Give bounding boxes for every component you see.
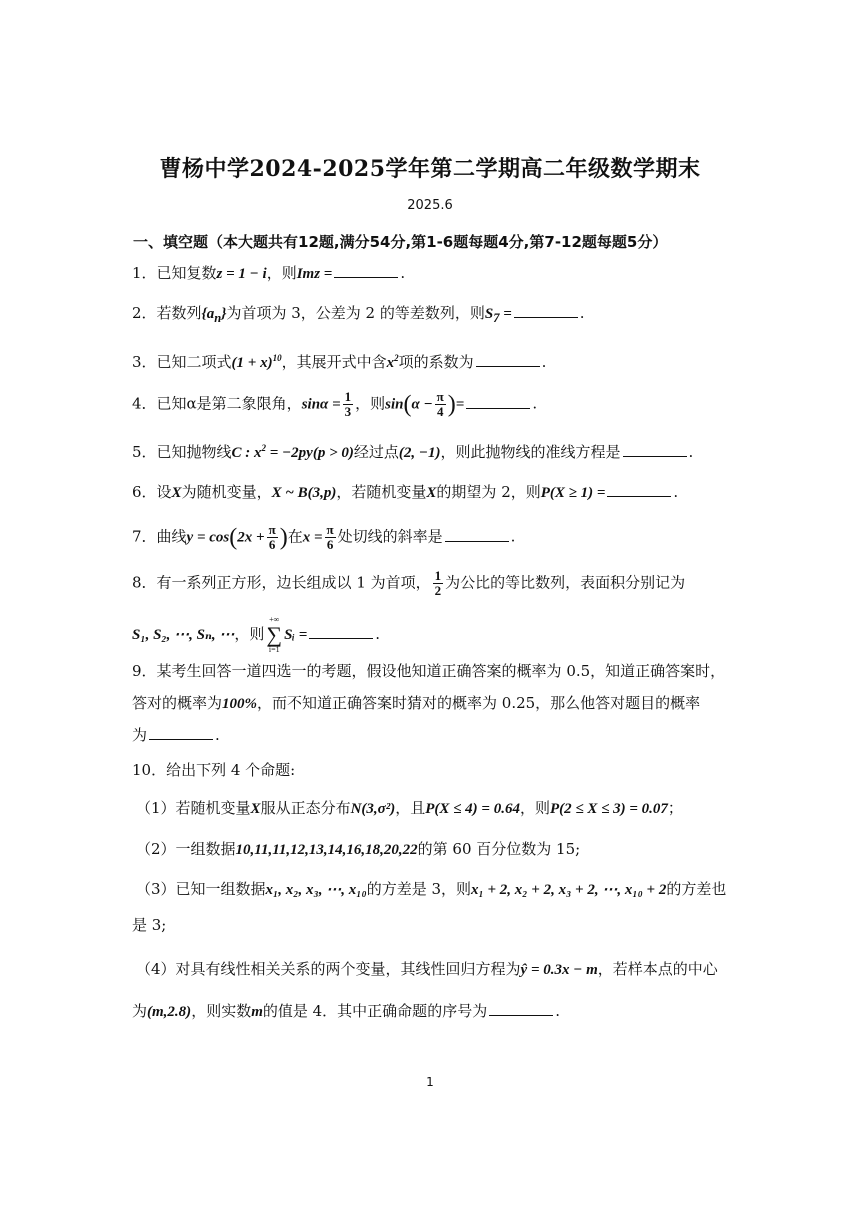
q10-formula: N(3,σ²) — [350, 801, 396, 817]
q10-text: （3）已知一组数据 — [136, 880, 266, 898]
q7-formula: 2x + — [237, 529, 265, 546]
q8-formula: S₁, S₂, ⋯, Sₙ, ⋯ — [132, 627, 235, 643]
q5-text: 5．已知抛物线 — [132, 443, 232, 461]
q10-text: ，则实数 — [191, 1002, 252, 1020]
q8-text: 为公比的等比数列，表面积分别记为 — [445, 573, 686, 592]
page-number: 1 — [426, 1075, 434, 1089]
q6-formula: X — [171, 485, 182, 501]
q9-period: . — [215, 726, 220, 744]
q10-formula: (m,2.8) — [147, 1004, 192, 1020]
question-3 — [132, 347, 734, 374]
q9-text: 为 — [132, 726, 148, 744]
q9-formula: 100% — [222, 696, 258, 712]
right-paren: ) — [447, 391, 456, 418]
q10-text: 的方差也 — [666, 880, 727, 898]
question-8-line-2 — [132, 615, 734, 655]
q9-text: ，而不知道正确答案时猜对的概率为 0.25，那么他答对题目的概率 — [257, 694, 701, 712]
q10-formula: ŷ = 0.3x − m — [520, 962, 598, 978]
question-2 — [132, 302, 734, 329]
q3-text: ，其展开式中含 — [281, 353, 387, 371]
q7-formula: x = — [302, 529, 323, 546]
answer-blank[interactable] — [607, 482, 671, 497]
fraction: $\frac{\pi}{4}$ — [436, 389, 444, 419]
q8-text: 8．有一系列正方形，边长组成以 1 为首项， — [132, 573, 431, 592]
q3-formula: $x^2$ — [386, 353, 399, 371]
q1-text: ，则 — [266, 264, 297, 282]
question-10-heading: 10．给出下列 4 个命题: — [132, 761, 296, 779]
q6-formula: P(X ≥ 1) = — [540, 485, 606, 501]
question-4 — [132, 390, 734, 419]
q4-formula: = — [455, 396, 465, 413]
answer-blank[interactable] — [149, 725, 213, 740]
q10-text: （2）一组数据 — [136, 840, 236, 858]
left-paren: ( — [229, 524, 238, 551]
q10-proposition-3-cont: 是 3; — [132, 916, 167, 934]
q5-formula: C : $x^2 = -2py(p > 0)$ — [231, 443, 354, 461]
q10-text: 的第 60 百分位数为 15; — [417, 840, 581, 858]
q6-formula: X ~ B(3,p) — [271, 485, 337, 501]
q2-text: 为首项为 3，公差为 2 的等差数列，则 — [226, 304, 485, 322]
q10-proposition-1 — [136, 797, 738, 820]
q10-text: 为 — [132, 1002, 148, 1020]
question-5 — [132, 437, 734, 464]
q3-period: . — [541, 353, 547, 371]
q10-proposition-2 — [136, 838, 738, 861]
answer-blank[interactable] — [476, 352, 540, 367]
q2-text: 2．若数列 — [132, 304, 202, 322]
q7-text: 在 — [287, 527, 303, 546]
question-9-line-1: 9．某考生回答一道四选一的考题，假设他知道正确答案的概率为 0.5，知道正确答案时， — [132, 662, 726, 680]
right-paren: ) — [279, 524, 288, 551]
answer-blank[interactable] — [623, 442, 687, 457]
q10-formula: x₁ + 2, x₂ + 2, x₃ + 2, ⋯, x₁₀ + 2 — [471, 882, 667, 898]
q5-period: . — [688, 443, 694, 461]
q10-text: ，且 — [395, 799, 426, 817]
answer-blank[interactable] — [309, 624, 373, 639]
exam-title: 曹杨中学2024-2025学年第二学期高二年级数学期末 — [159, 156, 701, 182]
fraction: $\frac{\pi}{6}$ — [268, 522, 276, 552]
q6-text: 为随机变量， — [181, 483, 272, 501]
q3-text: 项的系数为 — [398, 353, 474, 371]
q7-period: . — [510, 527, 516, 546]
answer-blank[interactable] — [489, 1001, 553, 1016]
fraction: $\frac{1}{3}$ — [344, 389, 352, 419]
q1-text: 1．已知复数 — [132, 264, 217, 282]
q7-formula: y = cos — [186, 529, 230, 546]
q1-formula: z = 1 − i — [216, 266, 267, 282]
q4-period: . — [532, 394, 538, 413]
q10-formula: 10,11,11,12,13,14,16,18,20,22 — [235, 842, 418, 858]
left-paren: ( — [403, 391, 412, 418]
question-6 — [132, 481, 734, 504]
fraction: $\frac{1}{2}$ — [434, 568, 442, 598]
q8-formula: Sᵢ = — [284, 627, 308, 643]
q7-text: 处切线的斜率是 — [337, 527, 443, 546]
q10-text: ，若样本点的中心 — [597, 960, 718, 978]
section-heading: 一、填空题（本大题共有12题,满分54分,第1-6题每题4分,第7-12题每题5分） — [133, 233, 668, 251]
q10-formula: P(2 ≤ X ≤ 3) = 0.07 — [549, 801, 668, 817]
answer-blank[interactable] — [514, 303, 578, 318]
q6-text: 6．设 — [132, 483, 172, 501]
q3-text: 3．已知二项式 — [132, 353, 232, 371]
q7-text: 7．曲线 — [132, 527, 187, 546]
question-1 — [132, 262, 734, 285]
q4-text: 4．已知α是第二象限角， — [132, 394, 302, 413]
answer-blank[interactable] — [466, 394, 530, 409]
q3-formula: $(1 + x)^{10}$ — [231, 353, 282, 371]
q10-text: 服从正态分布 — [260, 799, 351, 817]
q4-formula: sinα = — [301, 396, 341, 413]
answer-blank[interactable] — [334, 263, 398, 278]
q6-text: ，若随机变量 — [336, 483, 427, 501]
summation-symbol: +∞ ∑ i=1 — [266, 615, 283, 654]
question-7 — [132, 523, 734, 552]
answer-blank[interactable] — [445, 527, 509, 542]
fraction: $\frac{\pi}{6}$ — [326, 522, 334, 552]
q10-text: 的值是 4．其中正确命题的序号为 — [262, 1002, 488, 1020]
q10-proposition-4 — [136, 958, 738, 981]
q8-text: ，则 — [234, 625, 265, 643]
q10-proposition-4-cont — [132, 1000, 734, 1023]
question-9-line-2 — [132, 692, 734, 715]
q2-formula: $\{a_n\}$ — [201, 306, 227, 325]
q5-text: 经过点 — [353, 443, 399, 461]
exam-date: 2025.6 — [407, 198, 453, 213]
q4-formula: α − — [411, 396, 433, 413]
q2-formula: $S_7$ = — [484, 306, 512, 325]
q1-period: . — [400, 264, 406, 282]
q1-formula: Imz = — [296, 266, 333, 282]
q4-text: ，则 — [355, 394, 386, 413]
q10-text: ，则 — [519, 799, 550, 817]
q2-period: . — [579, 304, 585, 322]
q5-text: ，则此抛物线的准线方程是 — [440, 443, 621, 461]
q10-formula: P(X ≤ 4) = 0.64 — [425, 801, 520, 817]
question-9-line-3 — [132, 724, 734, 746]
q9-text: 答对的概率为 — [132, 694, 223, 712]
q10-formula: X — [250, 801, 261, 817]
q10-text: （1）若随机变量 — [136, 799, 251, 817]
q10-formula: x₁, x₂, x₃, ⋯, x₁₀ — [265, 882, 367, 898]
q10-text: 的方差是 3，则 — [366, 880, 472, 898]
q4-formula: sin — [385, 396, 404, 413]
q10-formula: m — [251, 1004, 263, 1020]
q6-period: . — [673, 483, 679, 501]
q5-formula: (2, −1) — [398, 445, 441, 461]
q10-period: . — [555, 1002, 560, 1020]
question-8-line-1 — [132, 569, 734, 598]
q6-formula: X — [426, 485, 437, 501]
q6-text: 的期望为 2，则 — [436, 483, 541, 501]
q10-text: （4）对具有线性相关关系的两个变量，其线性回归方程为 — [136, 960, 521, 978]
q10-proposition-3 — [136, 878, 738, 901]
q8-period: . — [375, 625, 381, 643]
q10-text: ； — [667, 799, 683, 817]
